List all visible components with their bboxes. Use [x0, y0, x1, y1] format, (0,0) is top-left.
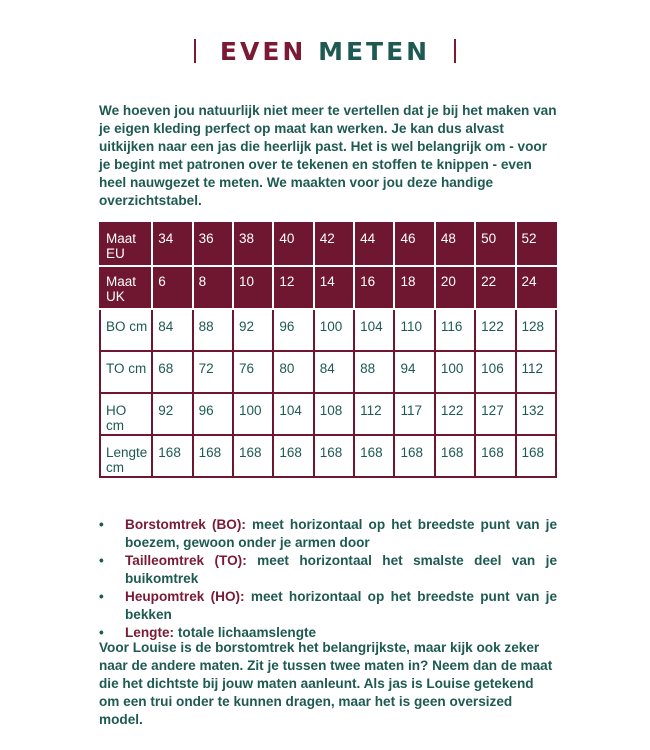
- row-label: TO cm: [100, 351, 152, 393]
- bullet-icon: •: [99, 553, 104, 568]
- table-cell: 24: [516, 266, 556, 309]
- page-header: [0, 36, 650, 66]
- table-cell: 84: [314, 351, 354, 393]
- table-cell: 168: [233, 435, 273, 477]
- table-cell: 104: [354, 309, 394, 351]
- table-row: [100, 351, 556, 393]
- table-cell: 68: [152, 351, 192, 393]
- table-cell: 132: [516, 393, 556, 435]
- title-word-1: EVEN: [219, 36, 307, 66]
- table-cell: 76: [233, 351, 273, 393]
- page-title: [220, 37, 430, 66]
- table-cell: 127: [475, 393, 515, 435]
- table-cell: 92: [152, 393, 192, 435]
- table-row: [100, 309, 556, 351]
- table-cell: 20: [435, 266, 475, 309]
- table-cell: 104: [273, 393, 313, 435]
- table-cell: 128: [516, 309, 556, 351]
- table-cell: 122: [435, 393, 475, 435]
- table-cell: 92: [233, 309, 273, 351]
- table-cell: 96: [193, 393, 233, 435]
- table-cell: 46: [394, 223, 434, 266]
- table-cell: 94: [394, 351, 434, 393]
- size-table: [99, 222, 557, 478]
- table-cell: 72: [193, 351, 233, 393]
- table-row: [100, 393, 556, 435]
- table-cell: 168: [273, 435, 313, 477]
- table-cell: 38: [233, 223, 273, 266]
- table-cell: 88: [354, 351, 394, 393]
- outro-paragraph: Voor Louise is de borstomtrek het belangrijkste, maar kijk ook zeker naar de andere maten. Zit je tussen twee maten in? Neem dan de maat die het dichtste bij jouw maten aanleunt. Als jas is Louise getekend om een trui onder te kunnen dragen, maar het is geen oversized model.: [99, 640, 553, 727]
- bullet-icon: •: [99, 589, 104, 604]
- table-cell: 112: [516, 351, 556, 393]
- row-label: Maat EU: [100, 223, 152, 266]
- title-word-2: METEN: [318, 36, 431, 66]
- definition-text: meet horizontaal op het breedste punt van je bekken: [125, 589, 558, 622]
- table-cell: 100: [314, 309, 354, 351]
- definition-item-bo: [99, 516, 557, 552]
- table-cell: 168: [435, 435, 475, 477]
- definition-text: meet horizontaal het smalste deel van je buikomtrek: [125, 553, 557, 586]
- table-cell: 168: [193, 435, 233, 477]
- table-row: [100, 223, 556, 266]
- table-cell: 22: [475, 266, 515, 309]
- table-cell: 110: [394, 309, 434, 351]
- table-cell: 34: [152, 223, 192, 266]
- table-cell: 12: [273, 266, 313, 309]
- row-label: HO cm: [100, 393, 152, 435]
- bullet-icon: •: [99, 625, 104, 640]
- table-cell: 100: [233, 393, 273, 435]
- definition-term: Heupomtrek (HO):: [125, 589, 245, 604]
- table-cell: 100: [435, 351, 475, 393]
- table-cell: 6: [152, 266, 192, 309]
- definition-term: Lengte:: [125, 625, 175, 640]
- definition-term: Tailleomtrek (TO):: [125, 553, 247, 568]
- table-cell: 168: [314, 435, 354, 477]
- row-label: Maat UK: [100, 266, 152, 309]
- row-label: Lengte cm: [100, 435, 152, 477]
- row-label: BO cm: [100, 309, 152, 351]
- table-cell: 40: [273, 223, 313, 266]
- table-cell: 16: [354, 266, 394, 309]
- definition-item-ho: [99, 588, 557, 624]
- measurement-definitions: [99, 516, 557, 642]
- intro-paragraph: We hoeven jou natuurlijk niet meer te vertellen dat je bij het maken van je eigen kleding perfect op maat kan werken. Je kan dus alvast uitkijken naar een jas die heerlijk past. Het is wel belangrijk om - voor je begint met patronen over te tekenen en stoffen te knippen - even heel nauwgezet te meten. We maakten voor jou deze handige overzichtstabel.: [99, 103, 557, 208]
- definition-term: Borstomtrek (BO):: [125, 517, 246, 532]
- table-cell: 18: [394, 266, 434, 309]
- table-cell: 84: [152, 309, 192, 351]
- bullet-icon: •: [99, 517, 104, 532]
- table-cell: 168: [394, 435, 434, 477]
- title-divider-left: [194, 39, 196, 63]
- table-cell: 52: [516, 223, 556, 266]
- definition-text: totale lichaamslengte: [174, 625, 317, 640]
- table-cell: 112: [354, 393, 394, 435]
- definition-text: meet horizontaal op het breedste punt van je boezem, gewoon onder je armen door: [125, 517, 557, 550]
- table-cell: 48: [435, 223, 475, 266]
- table-cell: 14: [314, 266, 354, 309]
- table-cell: 10: [233, 266, 273, 309]
- table-cell: 44: [354, 223, 394, 266]
- table-cell: 116: [435, 309, 475, 351]
- table-cell: 168: [152, 435, 192, 477]
- title-divider-right: [454, 39, 456, 63]
- table-row: [100, 435, 556, 477]
- table-cell: 80: [273, 351, 313, 393]
- definition-item-to: [99, 552, 557, 588]
- table-cell: 96: [273, 309, 313, 351]
- table-cell: 117: [394, 393, 434, 435]
- table-row: [100, 266, 556, 309]
- table-cell: 168: [354, 435, 394, 477]
- table-cell: 168: [516, 435, 556, 477]
- table-cell: 50: [475, 223, 515, 266]
- table-cell: 88: [193, 309, 233, 351]
- table-cell: 122: [475, 309, 515, 351]
- table-cell: 36: [193, 223, 233, 266]
- table-cell: 108: [314, 393, 354, 435]
- table-cell: 42: [314, 223, 354, 266]
- table-cell: 106: [475, 351, 515, 393]
- table-cell: 8: [193, 266, 233, 309]
- table-cell: 168: [475, 435, 515, 477]
